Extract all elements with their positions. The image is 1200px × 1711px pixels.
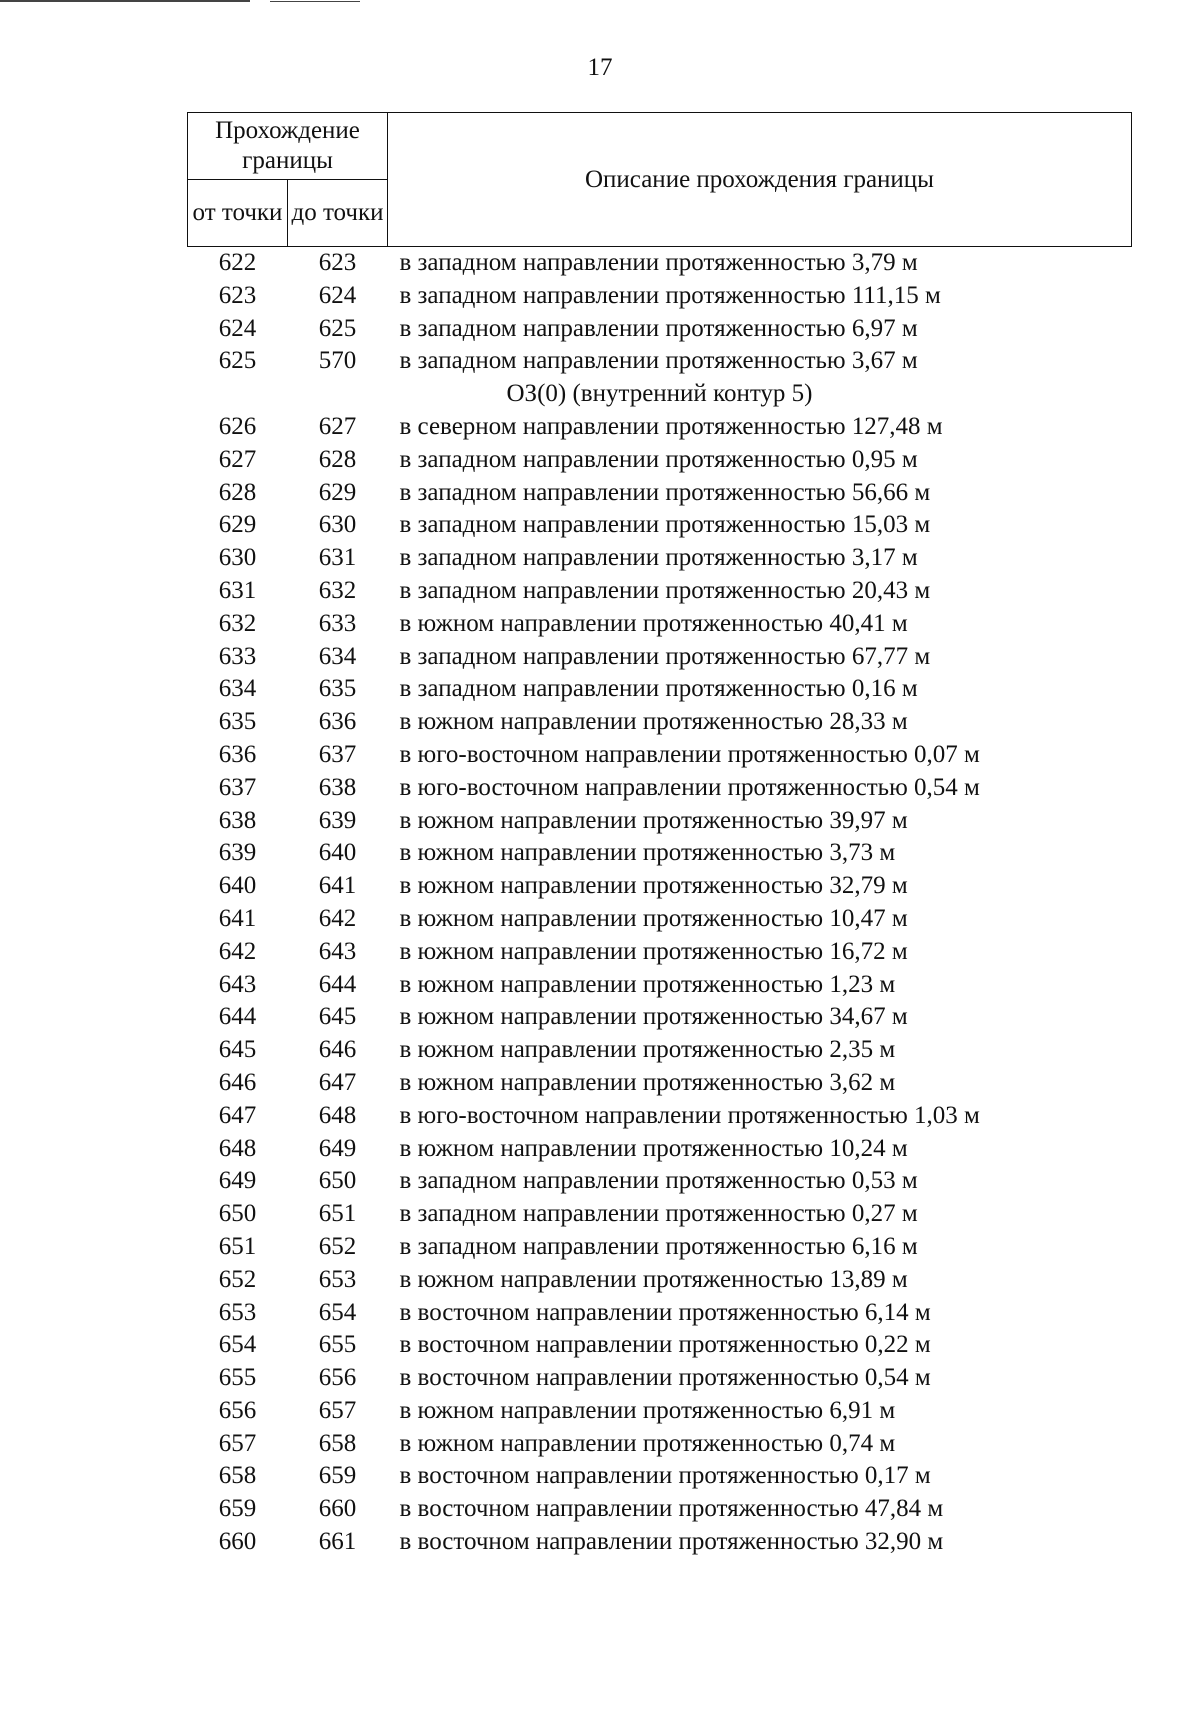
segment-description: в южном направлении протяженностью 16,72 м xyxy=(399,937,908,965)
to-point: 570 xyxy=(318,347,357,375)
table-row xyxy=(188,673,1132,706)
to-point: 658 xyxy=(318,1429,357,1457)
to-point: 657 xyxy=(318,1396,357,1424)
from-point: 640 xyxy=(218,872,257,900)
to-point: 652 xyxy=(318,1232,357,1260)
to-point: 656 xyxy=(318,1364,357,1392)
from-point: 658 xyxy=(218,1462,257,1490)
to-point: 633 xyxy=(318,609,357,637)
to-point: 627 xyxy=(318,412,357,440)
segment-description: в юго-восточном направлении протяженностью 1,03 м xyxy=(399,1101,980,1129)
table-body xyxy=(188,247,1132,1559)
to-point: 646 xyxy=(318,1036,357,1064)
table-row xyxy=(188,1395,1132,1428)
segment-description: в восточном направлении протяженностью 6,14 м xyxy=(399,1298,931,1326)
segment-description: в западном направлении протяженностью 3,67 м xyxy=(399,347,918,375)
to-point: 650 xyxy=(318,1167,357,1195)
segment-description: в юго-восточном направлении протяженностью 0,54 м xyxy=(399,773,980,801)
from-point: 633 xyxy=(218,642,257,670)
to-point: 648 xyxy=(318,1101,357,1129)
table-row xyxy=(188,477,1132,510)
from-point: 638 xyxy=(218,806,257,834)
header-to-point: до точки xyxy=(288,180,388,247)
segment-description: в юго-восточном направлении протяженностью 0,07 м xyxy=(399,740,980,768)
segment-description: в западном направлении протяженностью 3,17 м xyxy=(399,544,918,572)
to-point: 631 xyxy=(318,544,357,572)
segment-description: в южном направлении протяженностью 32,79 м xyxy=(399,872,908,900)
table-row xyxy=(188,936,1132,969)
to-point: 632 xyxy=(318,576,357,604)
from-point: 624 xyxy=(218,314,257,342)
table-row xyxy=(188,1100,1132,1133)
from-point: 631 xyxy=(218,576,257,604)
from-point: 632 xyxy=(218,609,257,637)
segment-description: в южном направлении протяженностью 3,73 м xyxy=(399,839,896,867)
segment-description: в восточном направлении протяженностью 0,17 м xyxy=(399,1462,931,1490)
table-row xyxy=(188,444,1132,477)
to-point: 629 xyxy=(318,478,357,506)
segment-description: в западном направлении протяженностью 67,77 м xyxy=(399,642,931,670)
from-point: 634 xyxy=(218,675,257,703)
from-point: 625 xyxy=(218,347,257,375)
from-point: 650 xyxy=(218,1200,257,1228)
table-row xyxy=(188,542,1132,575)
table-row xyxy=(188,313,1132,346)
boundary-table xyxy=(187,112,1132,1559)
table-row xyxy=(188,772,1132,805)
table-row xyxy=(188,706,1132,739)
to-point: 660 xyxy=(318,1495,357,1523)
to-point: 642 xyxy=(318,904,357,932)
table-row xyxy=(188,969,1132,1002)
segment-description: в южном направлении протяженностью 39,97 м xyxy=(399,806,908,834)
segment-description: в южном направлении протяженностью 6,91 м xyxy=(399,1396,896,1424)
segment-description: в западном направлении протяженностью 0,95 м xyxy=(399,445,918,473)
segment-description: в восточном направлении протяженностью 0,22 м xyxy=(399,1331,931,1359)
to-point: 645 xyxy=(318,1003,357,1031)
to-point: 644 xyxy=(318,970,357,998)
to-point: 624 xyxy=(318,281,357,309)
table-row xyxy=(188,1329,1132,1362)
table-row xyxy=(188,1460,1132,1493)
to-point: 640 xyxy=(318,839,357,867)
segment-description: в южном направлении протяженностью 28,33 м xyxy=(399,708,908,736)
table-row xyxy=(188,1297,1132,1330)
from-point: 637 xyxy=(218,773,257,801)
table-row xyxy=(188,1428,1132,1461)
to-point: 647 xyxy=(318,1068,357,1096)
segment-description: в западном направлении протяженностью 0,16 м xyxy=(399,675,918,703)
table-row xyxy=(188,345,1132,378)
table-row xyxy=(188,641,1132,674)
table-row xyxy=(188,411,1132,444)
segment-description: в восточном направлении протяженностью 0,54 м xyxy=(399,1364,931,1392)
table-row xyxy=(188,1165,1132,1198)
from-point: 622 xyxy=(218,249,257,276)
segment-description: в южном направлении протяженностью 40,41 м xyxy=(399,609,908,637)
segment-description: в восточном направлении протяженностью 47,84 м xyxy=(399,1495,944,1523)
table-row xyxy=(188,1526,1132,1559)
from-point: 652 xyxy=(218,1265,257,1293)
table-row xyxy=(188,247,1132,280)
from-point: 649 xyxy=(218,1167,257,1195)
to-point: 641 xyxy=(318,872,357,900)
from-point: 623 xyxy=(218,281,257,309)
from-point: 629 xyxy=(218,511,257,539)
segment-description: в южном направлении протяженностью 34,67 м xyxy=(399,1003,908,1031)
table-row xyxy=(188,608,1132,641)
to-point: 661 xyxy=(318,1528,357,1556)
table-row xyxy=(188,575,1132,608)
segment-description: в восточном направлении протяженностью 32,90 м xyxy=(399,1528,944,1556)
from-point: 643 xyxy=(218,970,257,998)
to-point: 649 xyxy=(318,1134,357,1162)
from-point: 644 xyxy=(218,1003,257,1031)
from-point: 628 xyxy=(218,478,257,506)
from-point: 654 xyxy=(218,1331,257,1359)
segment-description: в северном направлении протяженностью 127,48 м xyxy=(399,412,943,440)
segment-description: в западном направлении протяженностью 20,43 м xyxy=(399,576,931,604)
to-point: 639 xyxy=(318,806,357,834)
from-point: 646 xyxy=(218,1068,257,1096)
from-point: 645 xyxy=(218,1036,257,1064)
section-row xyxy=(188,378,1132,411)
to-point: 636 xyxy=(318,708,357,736)
scan-edge-line xyxy=(0,0,250,2)
to-point: 655 xyxy=(318,1331,357,1359)
scan-edge-line xyxy=(270,1,360,2)
to-point: 637 xyxy=(318,740,357,768)
segment-description: в южном направлении протяженностью 1,23 м xyxy=(399,970,896,998)
to-point: 659 xyxy=(318,1462,357,1490)
to-point: 628 xyxy=(318,445,357,473)
segment-description: в западном направлении протяженностью 3,79 м xyxy=(399,249,918,276)
table-row xyxy=(188,280,1132,313)
from-point: 659 xyxy=(218,1495,257,1523)
page-number: 17 xyxy=(587,54,613,81)
to-point: 630 xyxy=(318,511,357,539)
segment-description: в южном направлении протяженностью 3,62 м xyxy=(399,1068,896,1096)
from-point: 636 xyxy=(218,740,257,768)
from-point: 655 xyxy=(218,1364,257,1392)
segment-description: в южном направлении протяженностью 10,47 м xyxy=(399,904,908,932)
to-point: 643 xyxy=(318,937,357,965)
segment-description: в южном направлении протяженностью 10,24 м xyxy=(399,1134,908,1162)
table-row xyxy=(188,1133,1132,1166)
to-point: 654 xyxy=(318,1298,357,1326)
header-boundary-passage: Прохождение границы xyxy=(188,113,388,180)
segment-description: в западном направлении протяженностью 111,15 м xyxy=(399,281,941,309)
table-row xyxy=(188,1034,1132,1067)
segment-description: в западном направлении протяженностью 56,66 м xyxy=(399,478,931,506)
segment-description: в западном направлении протяженностью 6,97 м xyxy=(399,314,918,342)
table-row xyxy=(188,739,1132,772)
to-point: 634 xyxy=(318,642,357,670)
from-point: 627 xyxy=(218,445,257,473)
from-point: 656 xyxy=(218,1396,257,1424)
header-description: Описание прохождения границы xyxy=(388,113,1132,247)
table-row xyxy=(188,837,1132,870)
segment-description: в западном направлении протяженностью 6,16 м xyxy=(399,1232,918,1260)
from-point: 630 xyxy=(218,544,257,572)
to-point: 653 xyxy=(318,1265,357,1293)
from-point: 657 xyxy=(218,1429,257,1457)
from-point: 647 xyxy=(218,1101,257,1129)
table-row xyxy=(188,1493,1132,1526)
segment-description: в южном направлении протяженностью 13,89 м xyxy=(399,1265,908,1293)
segment-description: в западном направлении протяженностью 0,53 м xyxy=(399,1167,918,1195)
table-row xyxy=(188,1067,1132,1100)
table-header xyxy=(188,113,1132,247)
to-point: 635 xyxy=(318,675,357,703)
segment-description: в южном направлении протяженностью 0,74 м xyxy=(399,1429,896,1457)
from-point: 653 xyxy=(218,1298,257,1326)
table-row xyxy=(188,870,1132,903)
from-point: 648 xyxy=(218,1134,257,1162)
to-point: 651 xyxy=(318,1200,357,1228)
to-point: 638 xyxy=(318,773,357,801)
header-from-point: от точки xyxy=(188,180,288,247)
to-point: 625 xyxy=(318,314,357,342)
table-row xyxy=(188,903,1132,936)
from-point: 639 xyxy=(218,839,257,867)
section-title: ОЗ(0) (внутренний контур 5) xyxy=(506,380,813,408)
segment-description: в южном направлении протяженностью 2,35 м xyxy=(399,1036,896,1064)
from-point: 642 xyxy=(218,937,257,965)
table-row xyxy=(188,1001,1132,1034)
from-point: 651 xyxy=(218,1232,257,1260)
table-row xyxy=(188,805,1132,838)
from-point: 641 xyxy=(218,904,257,932)
from-point: 626 xyxy=(218,412,257,440)
table-row xyxy=(188,509,1132,542)
from-point: 635 xyxy=(218,708,257,736)
to-point: 623 xyxy=(318,249,357,276)
table-row xyxy=(188,1264,1132,1297)
table-row xyxy=(188,1362,1132,1395)
table-row xyxy=(188,1198,1132,1231)
segment-description: в западном направлении протяженностью 15,03 м xyxy=(399,511,931,539)
segment-description: в западном направлении протяженностью 0,27 м xyxy=(399,1200,918,1228)
table-row xyxy=(188,1231,1132,1264)
from-point: 660 xyxy=(218,1528,257,1556)
